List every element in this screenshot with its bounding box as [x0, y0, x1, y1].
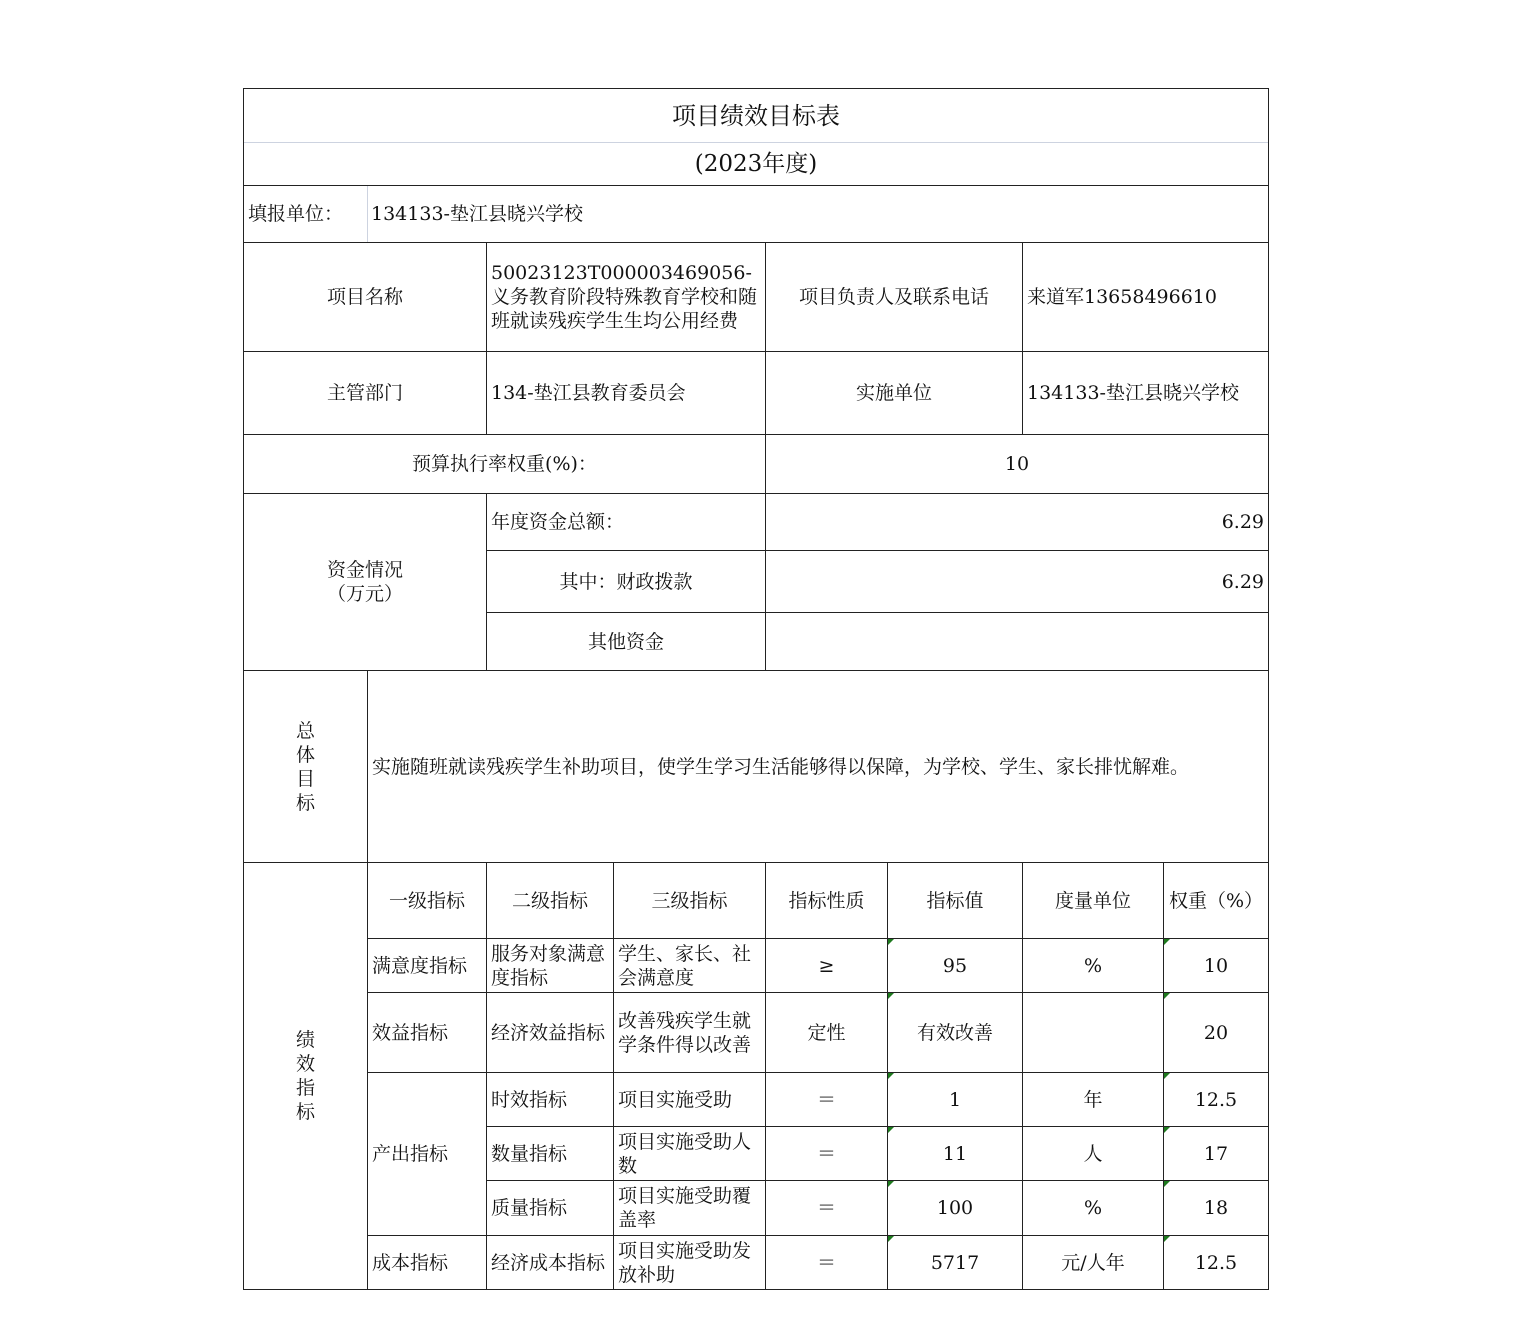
budget-rate-value: 10	[765, 434, 1269, 494]
row2-nature: ＝	[765, 1072, 888, 1127]
row1-l2: 经济效益指标	[486, 992, 614, 1073]
row5-l2: 经济成本指标	[486, 1235, 614, 1290]
row0-value: 95	[887, 938, 1023, 993]
row5-nature: ＝	[765, 1235, 888, 1290]
header-level3: 三级指标	[613, 862, 766, 939]
impl-value: 134133-垫江县晓兴学校	[1022, 351, 1269, 435]
row2-l1: 产出指标	[367, 1072, 487, 1236]
project-leader-label: 项目负责人及联系电话	[765, 242, 1023, 352]
row4-value: 100	[887, 1180, 1023, 1236]
fiscal-value: 6.29	[765, 550, 1269, 613]
row5-weight: 12.5	[1163, 1235, 1269, 1290]
row1-unit	[1022, 992, 1164, 1073]
row1-nature: 定性	[765, 992, 888, 1073]
other-label: 其他资金	[486, 612, 766, 671]
funds-label	[243, 493, 487, 671]
row0-l2: 服务对象满意度指标	[486, 938, 614, 993]
row0-weight: 10	[1163, 938, 1269, 993]
row2-l2: 时效指标	[486, 1072, 614, 1127]
performance-target-table	[243, 88, 1269, 1290]
overall-goal-value: 实施随班就读残疾学生补助项目，使学生学习生活能够得以保障，为学校、学生、家长排忧解难。	[367, 670, 1269, 863]
row4-nature: ＝	[765, 1180, 888, 1236]
row2-weight: 12.5	[1163, 1072, 1269, 1127]
annual-total-label: 年度资金总额：	[486, 493, 766, 551]
row3-unit: 人	[1022, 1126, 1164, 1181]
overall-goal-label: 总 体 目 标	[243, 670, 368, 863]
header-value: 指标值	[887, 862, 1023, 939]
header-level1: 一级指标	[367, 862, 487, 939]
row0-l1: 满意度指标	[367, 938, 487, 993]
row0-unit: %	[1022, 938, 1164, 993]
project-name-value: 50023123T000003469056-义务教育阶段特殊教育学校和随班就读残疾学生生均公用经费	[486, 242, 766, 352]
row5-unit: 元/人年	[1022, 1235, 1164, 1290]
row4-l3: 项目实施受助覆盖率	[613, 1180, 766, 1236]
row5-value: 5717	[887, 1235, 1023, 1290]
unit-label: 填报单位：	[243, 185, 368, 243]
annual-total-value: 6.29	[765, 493, 1269, 551]
table-title: 项目绩效目标表	[243, 88, 1269, 143]
row4-unit: %	[1022, 1180, 1164, 1236]
row2-value: 1	[887, 1072, 1023, 1127]
row3-nature: ＝	[765, 1126, 888, 1181]
perf-label: 绩 效 指 标	[243, 862, 368, 1290]
row3-l2: 数量指标	[486, 1126, 614, 1181]
dept-label: 主管部门	[243, 351, 487, 435]
header-level2: 二级指标	[486, 862, 614, 939]
budget-rate-label: 预算执行率权重(%)：	[243, 434, 766, 494]
row2-l3: 项目实施受助	[613, 1072, 766, 1127]
table-year: (2023年度)	[243, 142, 1269, 186]
row1-l1: 效益指标	[367, 992, 487, 1073]
row0-nature: ≥	[765, 938, 888, 993]
unit-value: 134133-垫江县晓兴学校	[367, 185, 1269, 243]
row3-weight: 17	[1163, 1126, 1269, 1181]
funds-label-line1: 资金情况	[326, 559, 403, 581]
row3-l3: 项目实施受助人数	[613, 1126, 766, 1181]
row5-l3: 项目实施受助发放补助	[613, 1235, 766, 1290]
project-leader-value: 来道军13658496610	[1022, 242, 1269, 352]
header-unit: 度量单位	[1022, 862, 1164, 939]
row4-l2: 质量指标	[486, 1180, 614, 1236]
row4-weight: 18	[1163, 1180, 1269, 1236]
row2-unit: 年	[1022, 1072, 1164, 1127]
header-nature: 指标性质	[765, 862, 888, 939]
row3-value: 11	[887, 1126, 1023, 1181]
row1-l3: 改善残疾学生就学条件得以改善	[613, 992, 766, 1073]
row1-value: 有效改善	[887, 992, 1023, 1073]
funds-label-line2: （万元）	[326, 583, 403, 605]
row5-l1: 成本指标	[367, 1235, 487, 1290]
dept-value: 134-垫江县教育委员会	[486, 351, 766, 435]
other-value	[765, 612, 1269, 671]
fiscal-label: 其中：财政拨款	[486, 550, 766, 613]
header-weight: 权重（%）	[1163, 862, 1269, 939]
project-name-label: 项目名称	[243, 242, 487, 352]
row1-weight: 20	[1163, 992, 1269, 1073]
row0-l3: 学生、家长、社会满意度	[613, 938, 766, 993]
impl-label: 实施单位	[765, 351, 1023, 435]
